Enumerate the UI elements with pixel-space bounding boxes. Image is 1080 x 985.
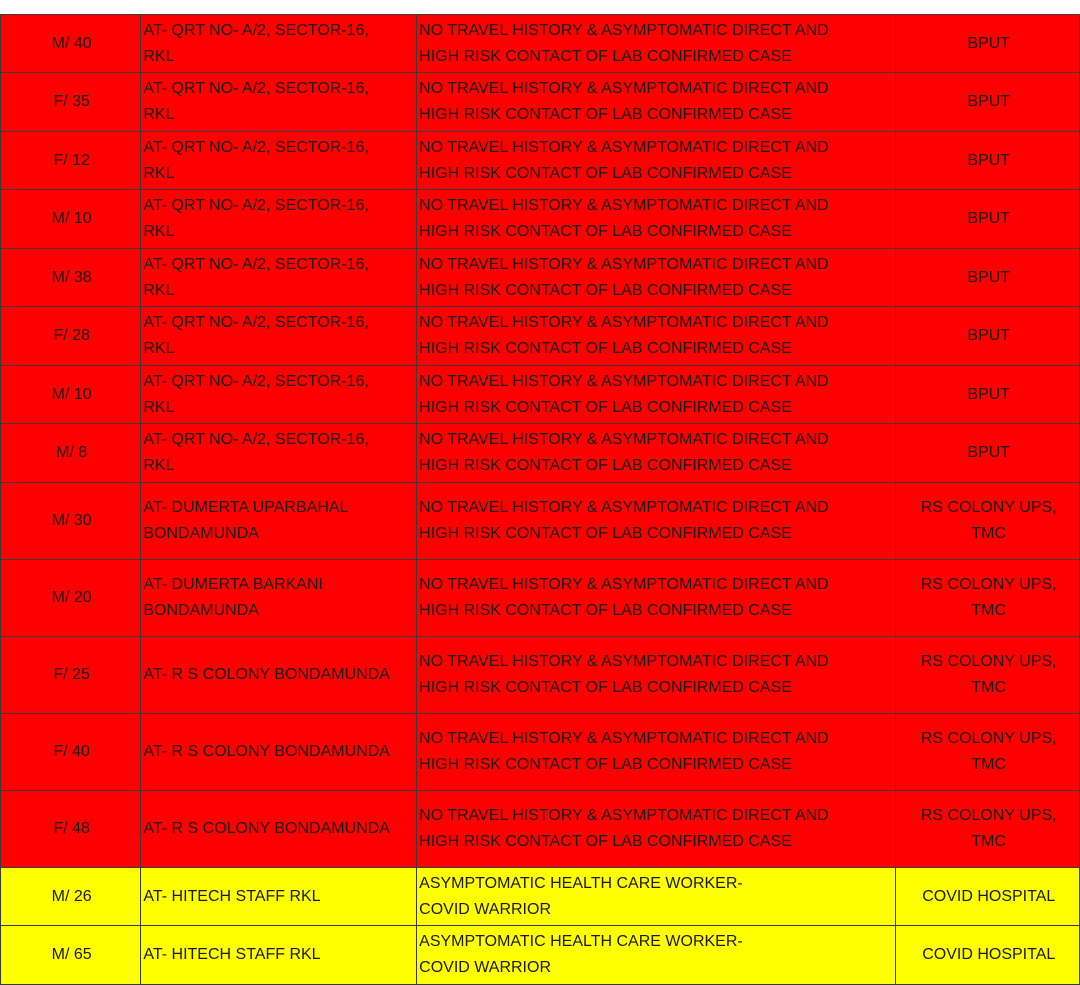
table-row <box>0 73 1080 132</box>
facility-cell[interactable]: RS COLONY UPS, TMC <box>896 560 1080 637</box>
sex-age-cell[interactable]: M/ 38 <box>1 249 141 307</box>
patient-table-body <box>0 15 1080 985</box>
table-row <box>0 132 1080 190</box>
table-row <box>0 926 1080 985</box>
table-row <box>0 366 1080 424</box>
facility-cell[interactable]: COVID HOSPITAL <box>896 868 1080 926</box>
address-cell[interactable]: AT- R S COLONY BONDAMUNDA <box>141 791 417 868</box>
sex-age-cell[interactable]: F/ 28 <box>1 307 141 366</box>
sex-age-cell[interactable]: M/ 26 <box>1 868 141 926</box>
table-row <box>0 249 1080 307</box>
facility-cell[interactable]: BPUT <box>896 73 1080 132</box>
facility-cell[interactable]: BPUT <box>896 307 1080 366</box>
sheet-top-band <box>0 0 1080 15</box>
facility-cell[interactable]: BPUT <box>896 424 1080 483</box>
history-cell[interactable]: NO TRAVEL HISTORY & ASYMPTOMATIC DIRECT AND HIGH RISK CONTACT OF LAB CONFIRMED CASE <box>417 560 896 637</box>
history-cell[interactable]: NO TRAVEL HISTORY & ASYMPTOMATIC DIRECT AND HIGH RISK CONTACT OF LAB CONFIRMED CASE <box>417 637 896 714</box>
address-cell[interactable]: AT- DUMERTA BARKANI BONDAMUNDA <box>141 560 417 637</box>
table-row <box>0 424 1080 483</box>
table-row <box>0 15 1080 73</box>
table-row <box>0 714 1080 791</box>
address-cell[interactable]: AT- QRT NO- A/2, SECTOR-16, RKL <box>141 249 417 307</box>
sex-age-cell[interactable]: F/ 35 <box>1 73 141 132</box>
patient-table <box>0 14 1080 985</box>
sex-age-cell[interactable]: F/ 48 <box>1 791 141 868</box>
address-cell[interactable]: AT- QRT NO- A/2, SECTOR-16, RKL <box>141 73 417 132</box>
address-cell[interactable]: AT- QRT NO- A/2, SECTOR-16, RKL <box>141 307 417 366</box>
table-row <box>0 637 1080 714</box>
history-cell[interactable]: NO TRAVEL HISTORY & ASYMPTOMATIC DIRECT AND HIGH RISK CONTACT OF LAB CONFIRMED CASE <box>417 15 896 73</box>
facility-cell[interactable]: BPUT <box>896 249 1080 307</box>
address-cell[interactable]: AT- QRT NO- A/2, SECTOR-16, RKL <box>141 15 417 73</box>
facility-cell[interactable]: RS COLONY UPS, TMC <box>896 791 1080 868</box>
history-cell[interactable]: ASYMPTOMATIC HEALTH CARE WORKER- COVID WARRIOR <box>417 868 896 926</box>
sex-age-cell[interactable]: M/ 10 <box>1 366 141 424</box>
address-cell[interactable]: AT- R S COLONY BONDAMUNDA <box>141 637 417 714</box>
facility-cell[interactable]: RS COLONY UPS, TMC <box>896 637 1080 714</box>
history-cell[interactable]: NO TRAVEL HISTORY & ASYMPTOMATIC DIRECT AND HIGH RISK CONTACT OF LAB CONFIRMED CASE <box>417 424 896 483</box>
sex-age-cell[interactable]: F/ 12 <box>1 132 141 190</box>
table-row <box>0 307 1080 366</box>
history-cell[interactable]: NO TRAVEL HISTORY & ASYMPTOMATIC DIRECT AND HIGH RISK CONTACT OF LAB CONFIRMED CASE <box>417 791 896 868</box>
table-row <box>0 868 1080 926</box>
address-cell[interactable]: AT- DUMERTA UPARBAHAL BONDAMUNDA <box>141 483 417 560</box>
address-cell[interactable]: AT- HITECH STAFF RKL <box>141 868 417 926</box>
facility-cell[interactable]: BPUT <box>896 190 1080 249</box>
table-row <box>0 190 1080 249</box>
sex-age-cell[interactable]: M/ 8 <box>1 424 141 483</box>
sex-age-cell[interactable]: M/ 20 <box>1 560 141 637</box>
sex-age-cell[interactable]: M/ 65 <box>1 926 141 985</box>
history-cell[interactable]: NO TRAVEL HISTORY & ASYMPTOMATIC DIRECT AND HIGH RISK CONTACT OF LAB CONFIRMED CASE <box>417 714 896 791</box>
history-cell[interactable]: NO TRAVEL HISTORY & ASYMPTOMATIC DIRECT AND HIGH RISK CONTACT OF LAB CONFIRMED CASE <box>417 307 896 366</box>
facility-cell[interactable]: BPUT <box>896 366 1080 424</box>
sex-age-cell[interactable]: M/ 40 <box>1 15 141 73</box>
history-cell[interactable]: NO TRAVEL HISTORY & ASYMPTOMATIC DIRECT AND HIGH RISK CONTACT OF LAB CONFIRMED CASE <box>417 483 896 560</box>
address-cell[interactable]: AT- HITECH STAFF RKL <box>141 926 417 985</box>
address-cell[interactable]: AT- QRT NO- A/2, SECTOR-16, RKL <box>141 366 417 424</box>
facility-cell[interactable]: RS COLONY UPS, TMC <box>896 714 1080 791</box>
table-row <box>0 560 1080 637</box>
sex-age-cell[interactable]: M/ 30 <box>1 483 141 560</box>
history-cell[interactable]: NO TRAVEL HISTORY & ASYMPTOMATIC DIRECT AND HIGH RISK CONTACT OF LAB CONFIRMED CASE <box>417 73 896 132</box>
address-cell[interactable]: AT- QRT NO- A/2, SECTOR-16, RKL <box>141 132 417 190</box>
address-cell[interactable]: AT- R S COLONY BONDAMUNDA <box>141 714 417 791</box>
address-cell[interactable]: AT- QRT NO- A/2, SECTOR-16, RKL <box>141 424 417 483</box>
facility-cell[interactable]: COVID HOSPITAL <box>896 926 1080 985</box>
sex-age-cell[interactable]: M/ 10 <box>1 190 141 249</box>
table-row <box>0 483 1080 560</box>
history-cell[interactable]: ASYMPTOMATIC HEALTH CARE WORKER- COVID WARRIOR <box>417 926 896 985</box>
history-cell[interactable]: NO TRAVEL HISTORY & ASYMPTOMATIC DIRECT AND HIGH RISK CONTACT OF LAB CONFIRMED CASE <box>417 366 896 424</box>
history-cell[interactable]: NO TRAVEL HISTORY & ASYMPTOMATIC DIRECT AND HIGH RISK CONTACT OF LAB CONFIRMED CASE <box>417 190 896 249</box>
table-row <box>0 791 1080 868</box>
sex-age-cell[interactable]: F/ 25 <box>1 637 141 714</box>
facility-cell[interactable]: RS COLONY UPS, TMC <box>896 483 1080 560</box>
history-cell[interactable]: NO TRAVEL HISTORY & ASYMPTOMATIC DIRECT AND HIGH RISK CONTACT OF LAB CONFIRMED CASE <box>417 249 896 307</box>
facility-cell[interactable]: BPUT <box>896 15 1080 73</box>
sex-age-cell[interactable]: F/ 40 <box>1 714 141 791</box>
address-cell[interactable]: AT- QRT NO- A/2, SECTOR-16, RKL <box>141 190 417 249</box>
history-cell[interactable]: NO TRAVEL HISTORY & ASYMPTOMATIC DIRECT AND HIGH RISK CONTACT OF LAB CONFIRMED CASE <box>417 132 896 190</box>
facility-cell[interactable]: BPUT <box>896 132 1080 190</box>
